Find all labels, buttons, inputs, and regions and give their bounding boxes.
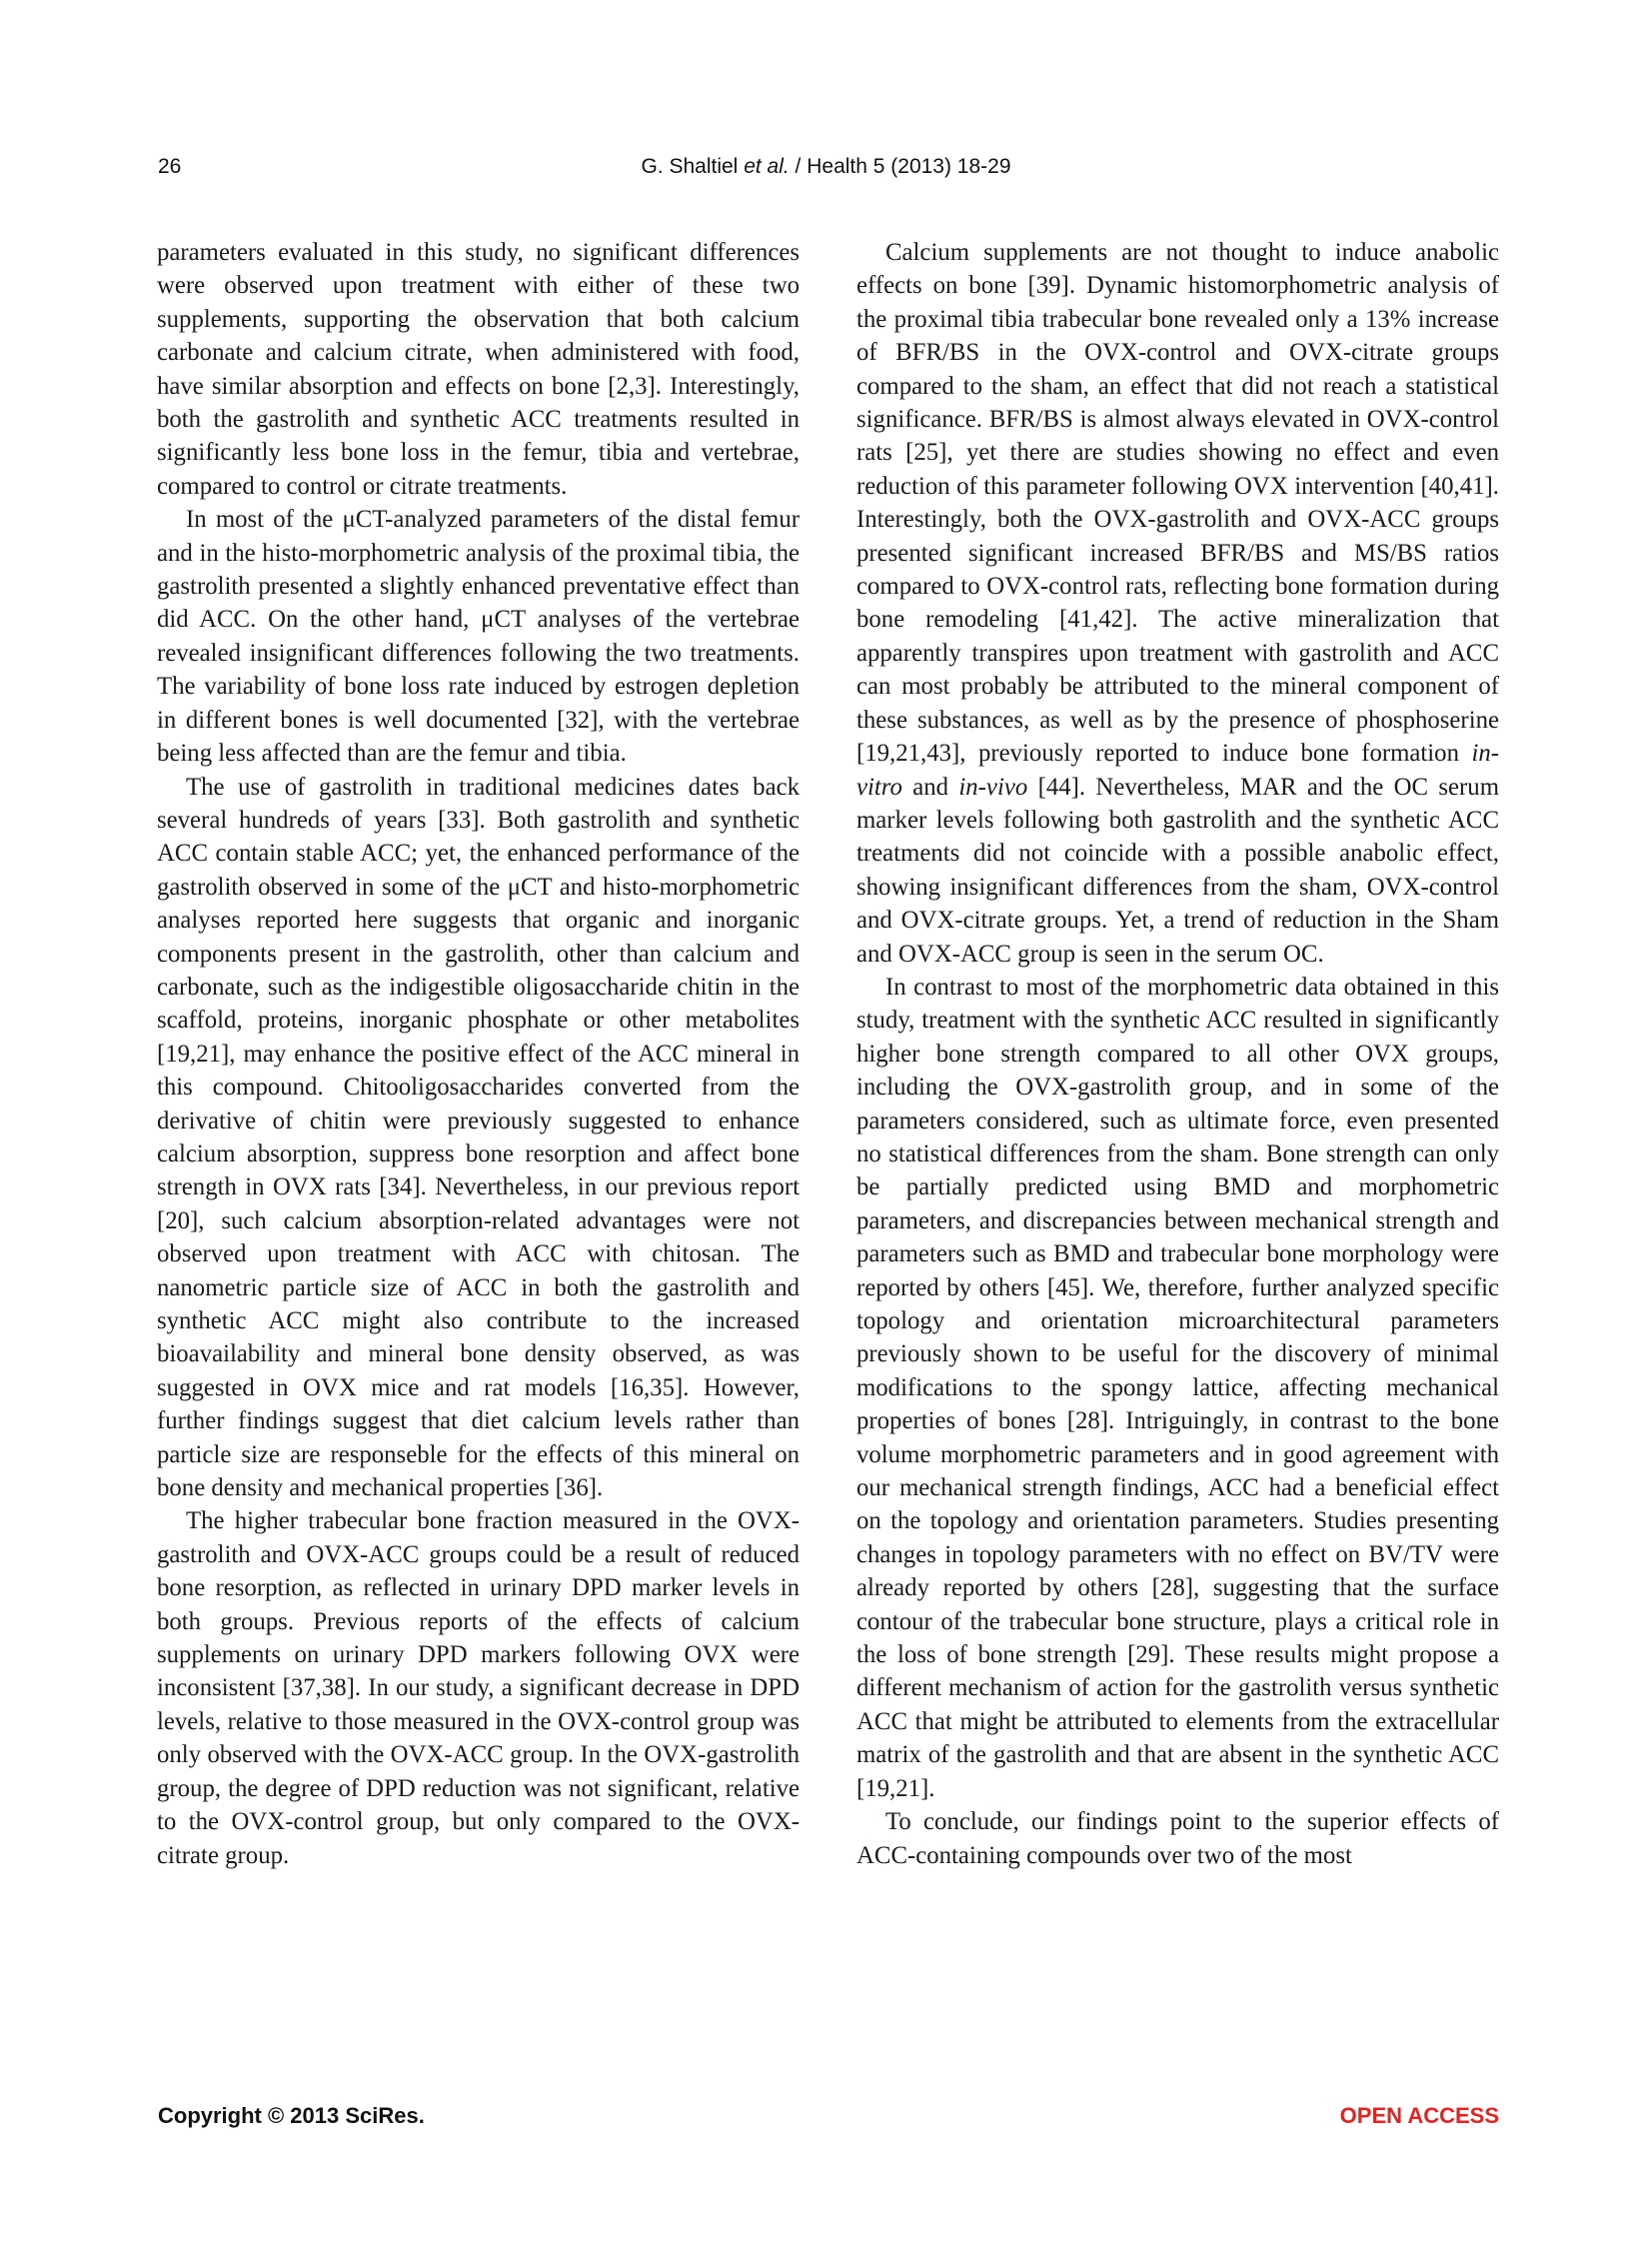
paragraph: In contrast to most of the morphometric data obtained in this study, treatment with the synthetic ACC resulted in significantly higher bone strength compared to all other OVX groups, including the OVX-gastrolith group, and in some of the parameters considered, such as ultimate force, even presented no statistical differences from the sham. Bone strength can only be partially predicted using BMD and morphometric parameters, and discrepancies between mechanical strength and parameters such as BMD and trabecular bone morphology were reported by others [45]. We, therefore, further analyzed specific topology and orientation microarchitectural parameters previously shown to be useful for the discovery of minimal modifications to the spongy lattice, affecting mechanical properties of bones [28]. Intriguingly, in contrast to the bone volume morphometric parameters and in good agreement with our mechanical strength findings, ACC had a beneficial effect on the topology and orientation parameters. Studies presenting changes in topology parameters with no effect on BV/TV were already reported by others [28], suggesting that the surface contour of the trabecular bone structure, plays a critical role in the loss of bone strength [29]. These results might propose a different mechanism of action for the gastrolith versus synthetic ACC that might be attributed to elements from the extracellular matrix of the gastrolith and that are absent in the synthetic ACC [19,21]. xyxy=(856,973,1499,1802)
citation-authors: G. Shaltiel xyxy=(641,155,745,178)
italic-term: in-vivo xyxy=(958,773,1028,801)
paragraph-text: and xyxy=(901,773,959,801)
paragraph: In most of the μCT-analyzed parameters of the distal femur and in the histo-morphometric analysis of the proximal tibia, the gastrolith presented a slightly enhanced preventative effect than did ACC. On the other hand, μCT analyses of the vertebrae revealed insignificant differences following the two treatments. The variability of bone loss rate induced by estrogen depletion in different bones is well documented [32], with the vertebrae being less affected than are the femur and tibia. xyxy=(157,506,800,768)
paragraph: To conclude, our findings point to the superior effects of ACC-containing compounds over two of the most xyxy=(856,1808,1499,1869)
left-column xyxy=(157,236,800,1872)
paragraph: The use of gastrolith in traditional medicines dates back several hundreds of years [33]. Both gastrolith and synthetic ACC contain stable ACC; yet, the enhanced performance of the gastrolith observed in some of the μCT and histo-morphometric analyses reported here suggests that organic and inorganic components present in the gastrolith, other than calcium and carbonate, such as the indigestible oligosaccharide chitin in the scaffold, proteins, inorganic phosphate or other metabolites [19,21], may enhance the positive effect of the ACC mineral in this compound. Chitooligosaccharides converted from the derivative of chitin were previously suggested to enhance calcium absorption, suppress bone resorption and affect bone strength in OVX rats [34]. Nevertheless, in our previous report [20], such calcium absorption-related advantages were not observed upon treatment with ACC with chitosan. The nanometric particle size of ACC in both the gastrolith and synthetic ACC might also contribute to the increased bioavailability and mineral bone density observed, as was suggested in OVX mice and rat models [16,35]. However, further findings suggest that diet calcium levels rather than particle size are responseble for the effects of this mineral on bone density and mechanical properties [36]. xyxy=(157,773,800,1502)
running-header-citation xyxy=(0,155,1652,179)
page-number: 26 xyxy=(158,155,182,178)
paragraph-text: Calcium supplements are not thought to induce anabolic effects on bone [39]. Dynamic histomorphometric analysis of the proximal tibia trabecular bone revealed only a 13% increase of BFR/BS in the OVX-control and OVX-citrate groups compared to the sham, an effect that did not reach a statistical significance. BFR/BS is almost always elevated in OVX-control rats [25], yet there are studies showing no effect and even reduction of this parameter following OVX intervention [40,41]. Interestingly, both the OVX-gastrolith and OVX-ACC groups presented significant increased BFR/BS and MS/BS ratios compared to OVX-control rats, reflecting bone formation during bone remodeling [41,42]. The active mineralization that apparently transpires upon treatment with gastrolith and ACC can most probably be attributed to the mineral component of these substances, as well as by the presence of phosphoserine [19,21,43], previously reported to induce bone formation xyxy=(856,239,1499,768)
citation-etal: et al. xyxy=(744,155,790,178)
right-column xyxy=(856,236,1499,1872)
paragraph xyxy=(856,236,1499,971)
paragraph: parameters evaluated in this study, no significant differences were observed upon treatment with either of these two supplements, supporting the observation that both calcium carbonate and calcium citrate, when administered with food, have similar absorption and effects on bone [2,3]. Interestingly, both the gastrolith and synthetic ACC treatments resulted in significantly less bone loss in the femur, tibia and vertebrae, compared to control or citrate treatments. xyxy=(157,239,800,500)
paragraph: The higher trabecular bone fraction measured in the OVX-gastrolith and OVX-ACC groups could be a result of reduced bone resorption, as reflected in urinary DPD marker levels in both groups. Previous reports of the effects of calcium supplements on urinary DPD markers following OVX were inconsistent [37,38]. In our study, a significant decrease in DPD levels, relative to those measured in the OVX-control group was only observed with the OVX-ACC group. In the OVX-gastrolith group, the degree of DPD reduction was not significant, relative to the OVX-control group, but only compared to the OVX-citrate group. xyxy=(157,1507,800,1869)
paragraph-text: [44]. Nevertheless, MAR and the OC serum marker levels following both gastrolith and the synthetic ACC treatments did not coincide with a possible anabolic effect, showing insignificant differences from the sham, OVX-control and OVX-citrate groups. Yet, a trend of reduction in the Sham and OVX-ACC group is seen in the serum OC. xyxy=(856,773,1499,968)
citation-journal: / Health 5 (2013) 18-29 xyxy=(789,155,1011,178)
copyright-notice: Copyright © 2013 SciRes. xyxy=(158,2103,425,2128)
open-access-label: OPEN ACCESS xyxy=(1339,2103,1499,2128)
italic-term: in-vitro xyxy=(856,740,1499,801)
